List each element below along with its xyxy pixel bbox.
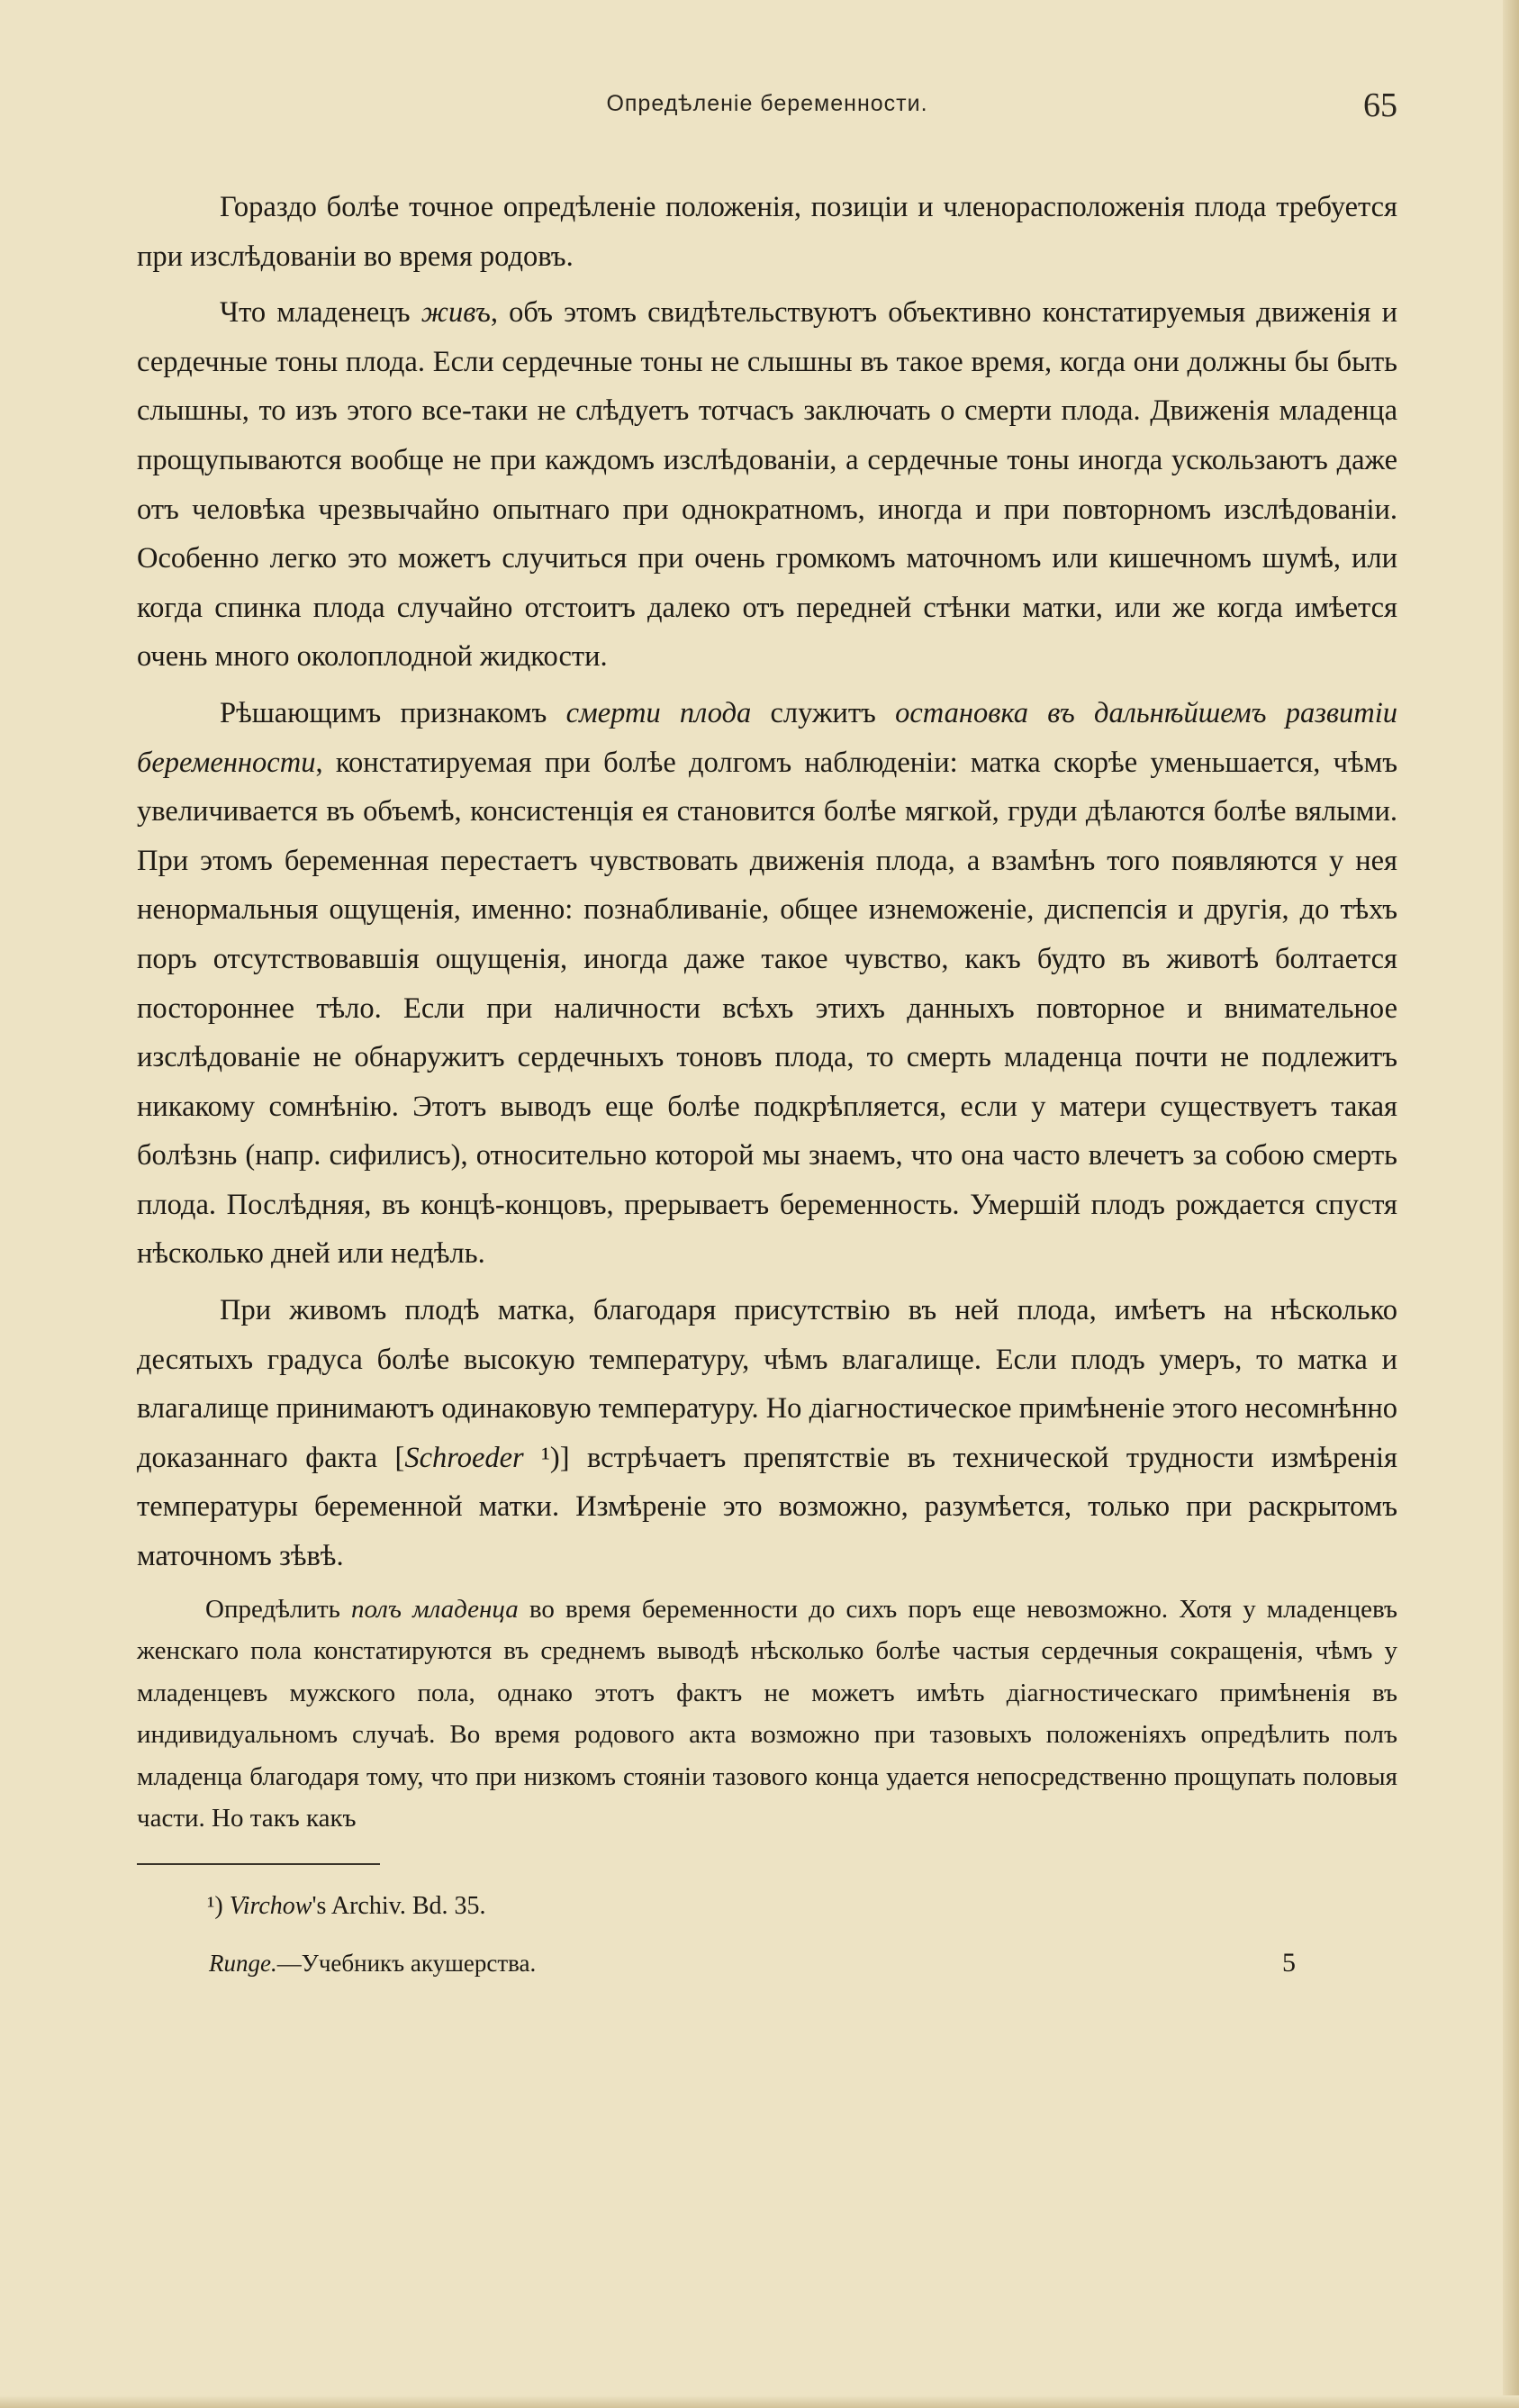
page-header xyxy=(137,86,1397,140)
running-title: Опредѣленіе беременности. xyxy=(606,91,928,116)
footer-title: —Учебникъ акушерства. xyxy=(276,1949,537,1977)
italic-phrase: живъ xyxy=(420,296,491,330)
text-run: , объ этомъ свидѣтельствуютъ объективно констатируемыя движенія и сердечные тоны плода. Если сердечные тоны не слышны въ такое время, когда они должны бы быть слышны, то изъ этого все-таки не слѣдуетъ тотчасъ заключать о смерти плода. Движенія младенца прощупываются вообще не при каждомъ изслѣдованіи, а сердечные тоны иногда ускользаютъ даже отъ человѣка чрезвычайно опытнаго при однократномъ, иногда и при повторномъ изслѣдованіи. Особенно легко это можетъ случиться при очень громкомъ маточномъ или кишечномъ шумѣ, или когда спинка плода случайно отстоитъ далеко отъ передней стѣнки матки, или же когда имѣется очень много околоплодной жидкости. xyxy=(137,296,1397,674)
footer-book-title xyxy=(209,1950,536,1978)
paragraph-fetal-death xyxy=(137,689,1397,1279)
text-run: Что младенецъ xyxy=(220,296,421,330)
paragraph-temperature xyxy=(137,1286,1397,1581)
scan-bottom-edge xyxy=(0,2395,1519,2408)
italic-phrase: Schroeder xyxy=(404,1441,524,1474)
printer-signature-mark: 5 xyxy=(1282,1947,1296,1978)
text-run: Гораздо болѣе точное опредѣленіе положенія, позиціи и членорасположенія плода требуется при изслѣдованіи во время родовъ. xyxy=(137,191,1397,273)
footer-author: Runge. xyxy=(209,1949,277,1977)
paragraph-fetal-position xyxy=(137,183,1397,281)
footnote-author: Virchow xyxy=(229,1891,312,1920)
text-run: служитъ xyxy=(751,696,896,729)
text-run: ¹)] встрѣчаетъ препятствіе въ технической трудности измѣренія температуры беременной матки. Измѣреніе это возможно, разумѣется, только при раскрытомъ маточномъ зѣвѣ. xyxy=(137,1441,1397,1573)
scan-page-edge xyxy=(1503,0,1519,2408)
footnote-rule xyxy=(137,1863,380,1865)
book-page xyxy=(137,86,1397,1995)
footnote-source: 's Archiv. Bd. 35. xyxy=(312,1891,486,1920)
italic-phrase: полъ младенца xyxy=(350,1594,519,1624)
text-run: , констатируемая при болѣе долгомъ наблюденіи: матка скорѣе уменьшается, чѣмъ увеличивается въ объемѣ, консистенція ея становится болѣе мягкой, груди дѣлаются болѣе вялыми. При этомъ беременная перестаетъ чувствовать движенія плода, а взамѣнъ того появляются у нея ненормальныя ощущенія, именно: познабливаніе, общее изнеможеніе, диспепсія и другія, до тѣхъ поръ отсутствовавшія ощущенія, иногда даже такое чувство, какъ будто въ животѣ болтается постороннее тѣло. Если при наличности всѣхъ этихъ данныхъ повторное и внимательное изслѣдованіе не обнаружитъ сердечныхъ тоновъ плода, то смерть младенца почти не подлежитъ никакому сомнѣнію. Этотъ выводъ еще болѣе подкрѣпляется, если у матери существуетъ такая болѣзнь (напр. сифилисъ), относительно которой мы знаемъ, что она часто влечетъ за собою смерть плода. Послѣдняя, въ концѣ-концовъ, прерываетъ беременность. Умершій плодъ рождается спустя нѣсколько дней или недѣль. xyxy=(137,746,1397,1271)
text-run: во время беременности до сихъ поръ еще невозможно. Хотя у младенцевъ женскаго пола констатируются въ среднемъ выводѣ нѣсколько болѣе частыя сердечныя сокращенія, чѣмъ у младенцевъ мужского пола, однако этотъ фактъ не можетъ имѣть діагностическаго примѣненія въ индивидуальномъ случаѣ. Во время родового акта возможно при тазовыхъ положеніяхъ опредѣлить полъ младенца благодаря тому, что при низкомъ стояніи тазового конца удается непосредственно прощупать половыя части. Но такъ какъ xyxy=(137,1594,1398,1833)
text-run: Рѣшающимъ признакомъ xyxy=(220,696,566,729)
page-number: 65 xyxy=(1363,86,1397,124)
paragraph-fetal-life xyxy=(137,288,1397,682)
footnote xyxy=(207,1888,1397,1924)
italic-phrase: остановка въ дальнѣйшемъ развитіи беременности xyxy=(137,696,1398,779)
footnote-marker: ¹) xyxy=(207,1891,223,1920)
text-run: При живомъ плодѣ матка, благодаря присутствію въ ней плода, имѣетъ на нѣсколько десятыхъ градуса болѣе высокую температуру, чѣмъ влагалище. Если плодъ умеръ, то матка и влагалище принимаютъ одинаковую температуру. Но діагностическое примѣненіе этого несомнѣнно доказаннаго факта [ xyxy=(137,1294,1397,1474)
page-footer xyxy=(137,1941,1397,1995)
paragraph-fetal-sex xyxy=(137,1589,1397,1840)
body-text xyxy=(137,183,1397,1840)
text-run: Опредѣлить xyxy=(205,1594,351,1624)
italic-phrase: смерти плода xyxy=(565,696,752,729)
